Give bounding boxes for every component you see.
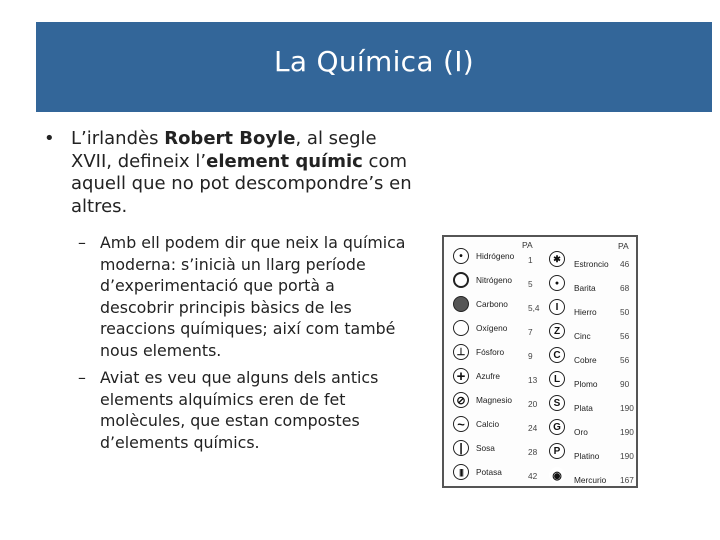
element-name: Hierro (574, 307, 597, 317)
element-name: Magnesio (476, 395, 512, 405)
element-name: Potasa (476, 467, 502, 477)
nitrogen-bar-circle-icon (453, 272, 469, 288)
magnesium-circle-icon: ⊘ (453, 392, 469, 408)
sub-bullet-marker: – (78, 368, 86, 387)
element-name: Oro (574, 427, 588, 437)
striped-circle-icon: ||| (453, 464, 469, 480)
element-name: Azufre (476, 371, 500, 381)
element-name: Hidrógeno (476, 251, 515, 261)
element-name: Calcio (476, 419, 500, 429)
empty-circle-icon (453, 320, 469, 336)
atomic-weight: 5 (528, 279, 533, 289)
element-name: Cobre (574, 355, 597, 365)
atomic-weight: 68 (620, 283, 630, 293)
phosphorus-circle-icon: ⊥ (453, 344, 469, 360)
atomic-weight: 20 (528, 399, 538, 409)
dalton-elements-table (442, 235, 638, 488)
bold-name: Robert Boyle (164, 128, 296, 149)
slide-title: La Química (I) (273, 44, 475, 78)
atomic-weight: 24 (528, 423, 538, 433)
element-name: Plomo (574, 379, 598, 389)
element-name: Barita (574, 283, 596, 293)
dot-circle-icon: • (453, 248, 469, 264)
element-name: Sosa (476, 443, 495, 453)
text-run: com aquell que no pot descompondre’s en altres. (71, 150, 412, 217)
gold-letter-icon: G (549, 419, 565, 435)
atomic-weight: 190 (620, 403, 634, 413)
iron-letter-icon: I (549, 299, 565, 315)
element-name: Carbono (476, 299, 508, 309)
atomic-weight: 5,4 (528, 303, 540, 313)
title-bar (36, 22, 712, 112)
atomic-weight: 1 (528, 255, 533, 265)
element-name: Estroncio (574, 259, 609, 269)
pa-header-left: PA (522, 240, 533, 250)
wave-circle-icon: ~ (453, 416, 469, 432)
sub-bullet-marker: – (78, 233, 86, 252)
atomic-weight: 190 (620, 427, 634, 437)
bullet-marker: • (44, 128, 55, 149)
bold-term: element químic (206, 150, 363, 172)
atomic-weight: 28 (528, 447, 538, 457)
element-name: Cinc (574, 331, 591, 341)
barium-circle-icon: ● (549, 275, 565, 291)
lead-letter-icon: L (549, 371, 565, 387)
element-name: Mercurio (574, 475, 607, 485)
atomic-weight: 46 (620, 259, 630, 269)
mercury-circle-icon: ◉ (549, 467, 565, 483)
atomic-weight: 42 (528, 471, 538, 481)
atomic-weight: 7 (528, 327, 533, 337)
main-bullet-text (71, 128, 416, 218)
atomic-weight: 9 (528, 351, 533, 361)
element-name: Platino (574, 451, 600, 461)
atomic-weight: 167 (620, 475, 634, 485)
atomic-weight: 13 (528, 375, 538, 385)
sub-bullet-text: Amb ell podem dir que neix la química moderna: s’inicià un llarg període d’experimentació que portà a descobrir principis bàsics de les reaccions químiques; així com també nous elements. (100, 233, 406, 360)
atomic-weight: 90 (620, 379, 630, 389)
element-name: Nitrógeno (476, 275, 512, 285)
element-name: Oxígeno (476, 323, 508, 333)
copper-letter-icon: C (549, 347, 565, 363)
sub-bullet-text: Aviat es veu que alguns dels antics elements alquímics eren de fet molècules, que estan compostes d’elements químics. (100, 368, 379, 452)
pa-header-right: PA (618, 241, 629, 251)
text-run: L’irlandès (71, 128, 165, 149)
filled-circle-icon (453, 296, 469, 312)
platinum-letter-icon: P (549, 443, 565, 459)
atomic-weight: 56 (620, 331, 630, 341)
silver-letter-icon: S (549, 395, 565, 411)
element-name: Plata (574, 403, 593, 413)
element-name: Fósforo (476, 347, 505, 357)
atomic-weight: 50 (620, 307, 630, 317)
soda-circle-icon: | (453, 440, 469, 456)
strontium-circle-icon: ✱ (549, 251, 565, 267)
cross-circle-icon: + (453, 368, 469, 384)
atomic-weight: 56 (620, 355, 630, 365)
text-run: , al segle XVII, defineix l’ (71, 128, 377, 172)
atomic-weight: 190 (620, 451, 634, 461)
zinc-letter-icon: Z (549, 323, 565, 339)
